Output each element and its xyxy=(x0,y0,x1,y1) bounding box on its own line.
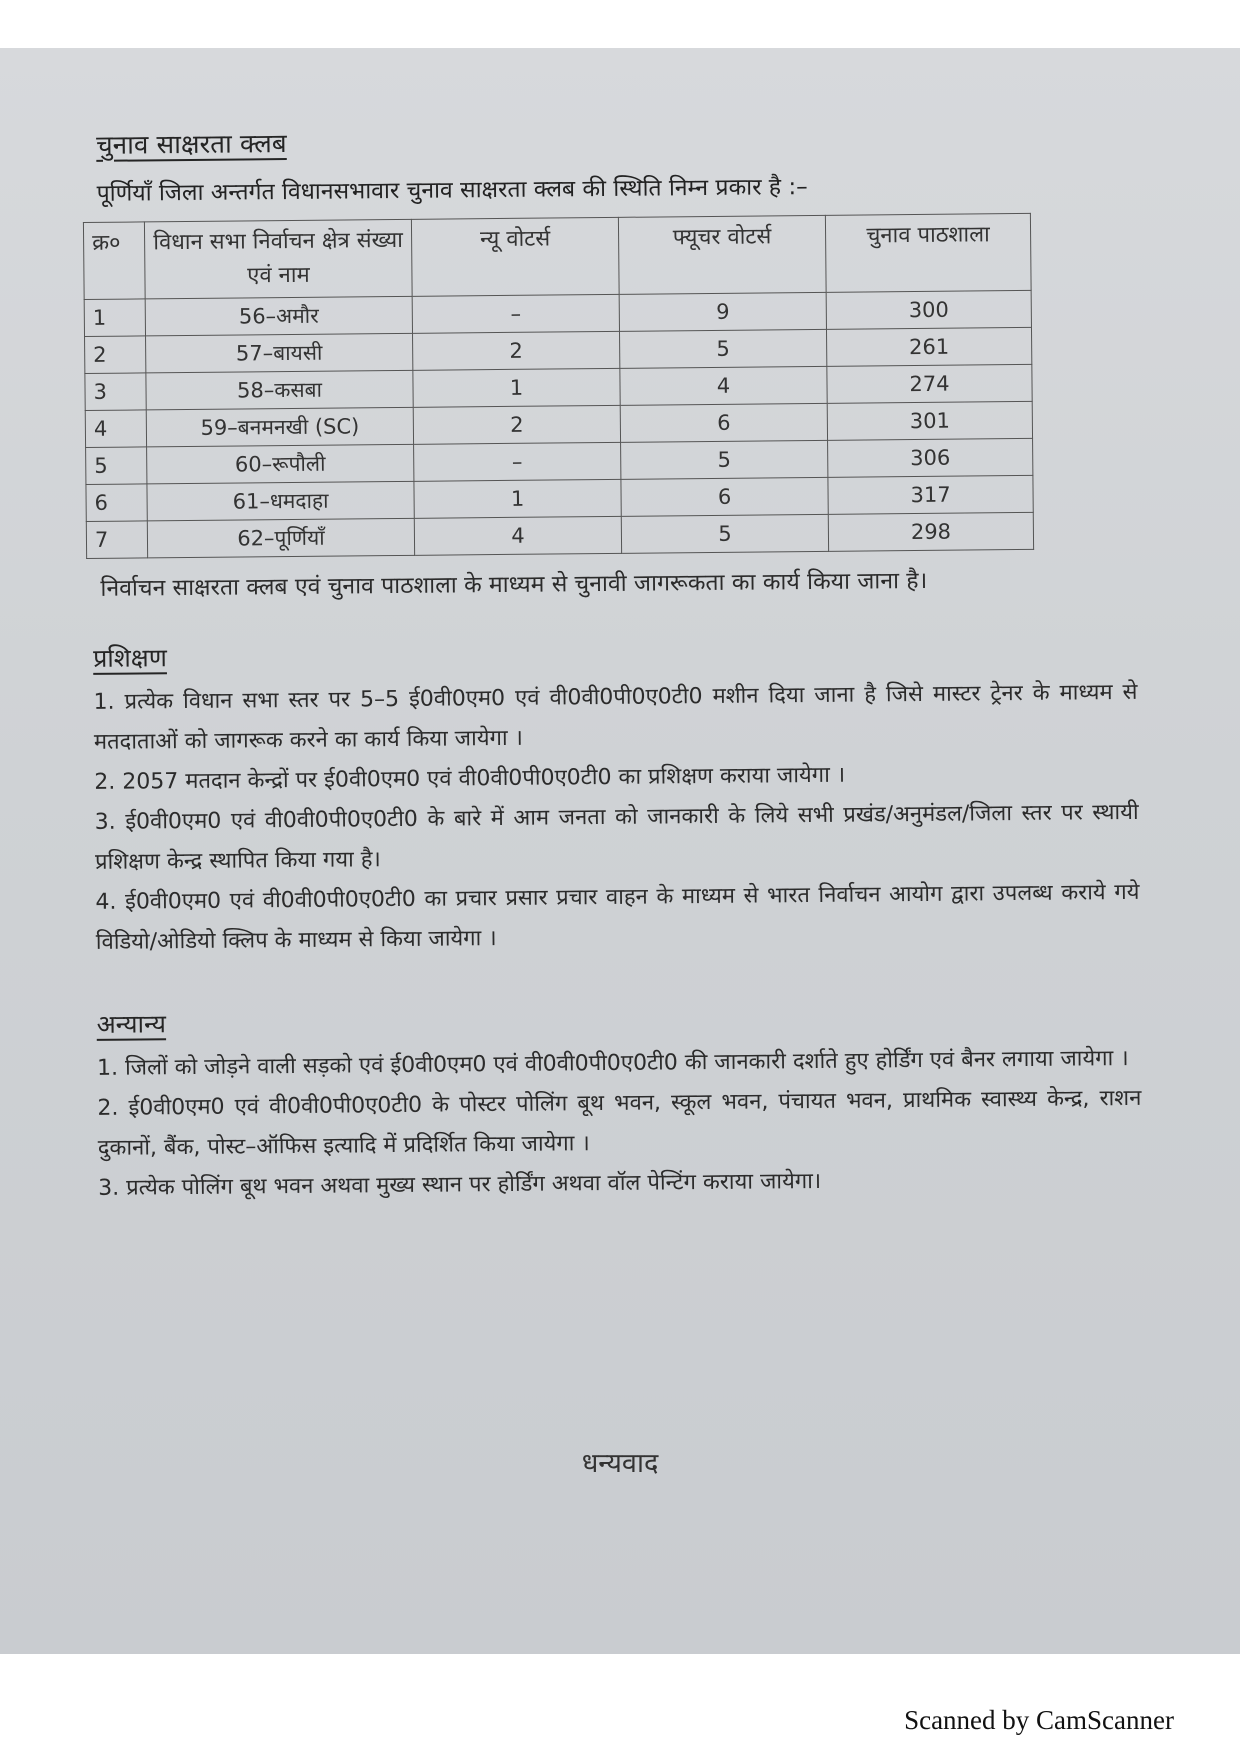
cell-new-voters: 1 xyxy=(413,368,620,407)
scanned-page xyxy=(0,48,1240,1654)
col-constituency: विधान सभा निर्वाचन क्षेत्र संख्या एवं नाम xyxy=(144,219,412,299)
training-item: 4. ई0वी0एम0 एवं वी0वी0पी0ए0टी0 का प्रचार प्रसार प्रचार वाहन के माध्यम से भारत निर्वाचन आयोग द्वारा उपलब्ध कराये गये विडियो/ओडियो क्लिप के माध्यम से किया जायेगा । xyxy=(95,879,1140,955)
club-status-table xyxy=(83,213,1034,559)
cell-serial: 4 xyxy=(85,410,146,448)
cell-constituency: 59–बनमनखी (SC) xyxy=(146,407,413,447)
col-serial: क्र० xyxy=(83,222,145,300)
section-title-others: अन्यान्य xyxy=(96,1009,167,1039)
table-row xyxy=(86,512,1033,558)
cell-future-voters: 6 xyxy=(621,477,828,516)
awareness-note: निर्वाचन साक्षरता क्लब एवं चुनाव पाठशाला के माध्यम से चुनावी जागरूकता का कार्य किया जाना है। xyxy=(100,567,928,602)
cell-election-school: 298 xyxy=(828,512,1033,551)
cell-constituency: 62–पूर्णियाँ xyxy=(147,518,414,558)
cell-serial: 1 xyxy=(84,299,145,337)
cell-future-voters: 6 xyxy=(620,403,827,442)
training-item: 1. प्रत्येक विधान सभा स्तर पर 5–5 ई0वी0एम0 एवं वी0वी0पी0ए0टी0 मशीन दिया जाना है जिसे मास्टर ट्रेनर के माध्यम से मतदाताओं को जागरूक करने का कार्य किया जायेगा । xyxy=(93,679,1138,755)
others-item: 1. जिलों को जोड़ने वाली सड़को एवं ई0वी0एम0 एवं वी0वी0पी0ए0टी0 की जानकारी दर्शाते हुए होर्डिंग एवं बैनर लगाया जायेगा । xyxy=(96,1045,1129,1081)
cell-future-voters: 5 xyxy=(621,514,828,553)
scan-margin xyxy=(0,0,1240,48)
heading-election-literacy-club: चुनाव साक्षरता क्लब xyxy=(96,129,287,161)
cell-new-voters: – xyxy=(412,294,619,333)
others-item: 3. प्रत्येक पोलिंग बूथ भवन अथवा मुख्य स्थान पर होर्डिंग अथवा वॉल पेन्टिंग कराया जायेगा। xyxy=(98,1168,822,1201)
col-future-voters: फ्यूचर वोटर्स xyxy=(618,215,826,294)
cell-constituency: 56–अमौर xyxy=(145,296,412,336)
cell-future-voters: 9 xyxy=(619,292,826,331)
cell-election-school: 300 xyxy=(826,290,1031,329)
page-content xyxy=(82,116,1142,1209)
cell-serial: 7 xyxy=(86,521,147,559)
col-election-school: चुनाव पाठशाला xyxy=(825,213,1031,292)
cell-new-voters: 2 xyxy=(413,405,620,444)
cell-constituency: 57–बायसी xyxy=(146,333,413,373)
cell-election-school: 306 xyxy=(828,438,1033,477)
intro-text: पूर्णियाँ जिला अन्तर्गत विधानसभावार चुनाव साक्षरता क्लब की स्थिति निम्न प्रकार है :– xyxy=(96,174,808,207)
cell-constituency: 60–रूपौली xyxy=(147,444,414,484)
cell-new-voters: 4 xyxy=(414,516,621,555)
cell-serial: 5 xyxy=(86,447,147,485)
cell-constituency: 61–धमदाहा xyxy=(147,481,414,521)
cell-future-voters: 5 xyxy=(621,440,828,479)
cell-serial: 6 xyxy=(86,484,147,522)
cell-election-school: 274 xyxy=(827,364,1032,403)
training-item: 3. ई0वी0एम0 एवं वी0वी0पी0ए0टी0 के बारे में आम जनता को जानकारी के लिये सभी प्रखंड/अनुमंडल/जिला स्तर पर स्थायी प्रशिक्षण केन्द्र स्थापित किया गया है। xyxy=(94,799,1139,875)
training-item: 2. 2057 मतदान केन्द्रों पर ई0वी0एम0 एवं वी0वी0पी0ए0टी0 का प्रशिक्षण कराया जायेगा । xyxy=(94,762,846,795)
cell-new-voters: – xyxy=(414,442,621,481)
scanner-watermark: Scanned by CamScanner xyxy=(904,1705,1174,1735)
cell-future-voters: 5 xyxy=(619,329,826,368)
cell-future-voters: 4 xyxy=(620,366,827,405)
cell-election-school: 301 xyxy=(827,401,1032,440)
table-header-row xyxy=(83,213,1031,299)
cell-serial: 3 xyxy=(85,373,146,411)
cell-election-school: 261 xyxy=(826,327,1031,366)
cell-serial: 2 xyxy=(85,336,146,374)
col-new-voters: न्यू वोटर्स xyxy=(411,217,619,296)
thank-you-text: धन्यवाद xyxy=(581,1448,659,1479)
cell-constituency: 58–कसबा xyxy=(146,370,413,410)
section-title-training: प्रशिक्षण xyxy=(92,643,167,673)
cell-election-school: 317 xyxy=(828,475,1033,514)
others-item: 2. ई0वी0एम0 एवं वी0वी0पी0ए0टी0 के पोस्टर पोलिंग बूथ भवन, स्कूल भवन, पंचायत भवन, प्राथमिक स्वास्थ्य केन्द्र, राशन दुकानों, बैंक, पोस्ट–ऑफिस इत्यादि में प्रदिर्शित किया जायेगा । xyxy=(97,1085,1142,1161)
cell-new-voters: 1 xyxy=(414,479,621,518)
cell-new-voters: 2 xyxy=(413,331,620,370)
